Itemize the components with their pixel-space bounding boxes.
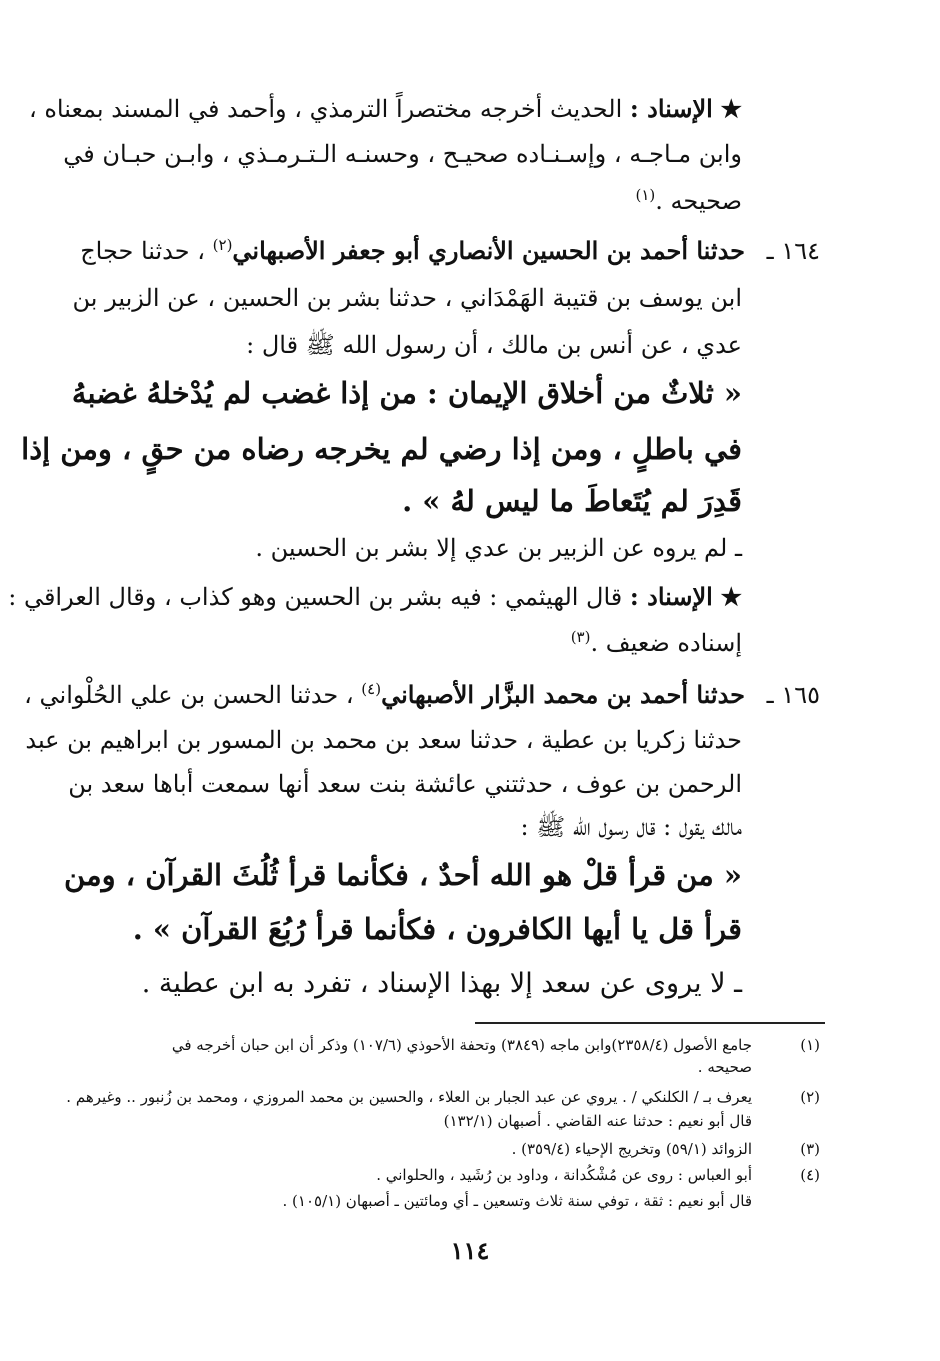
footnote-number: (٣) bbox=[800, 1140, 820, 1158]
narration-note: ـ لا يروى عن سعد إلا بهذا الإسناد ، تفرد به ابن عطية . bbox=[141, 968, 742, 999]
matn-line: قرأ قل يا أيها الكافرون ، فكأنما قرأ رُبُعَ القرآن » . bbox=[132, 912, 742, 946]
page-number: ١١٤ bbox=[450, 1236, 490, 1265]
footnote-text: قال أبو نعيم : ثقة ، توفي سنة ثلاث وتسعين ـ أي ومائتين ـ أصبهان (١٠٥/١) . bbox=[282, 1192, 752, 1210]
isnad-paragraph-line bbox=[29, 94, 742, 123]
matn-line: قَدِرَ لم يُتَعاطَ ما ليس لهُ » . bbox=[402, 484, 742, 518]
text-line: صحيحه .$^{(١)}$ bbox=[635, 186, 742, 215]
footnote-ref: (٣) bbox=[570, 628, 591, 646]
matn-line: « ثلاثٌ من أخلاق الإيمان : من إذا غضب لم يُدْخلهُ غضبهُ bbox=[71, 376, 742, 410]
narration-note: ـ لم يروه عن الزبير بن عدي إلا بشر بن الحسين . bbox=[255, 534, 742, 562]
hadith-line: ١٦٥ ـ حدثنا أحمد بن محمد البزَّار الأصبهاني$^{(٤)}$ ، حدثنا الحسن بن علي الحُلْواني ، bbox=[24, 680, 820, 709]
text-line: وابن مـاجـه ، وإسـنـاده صحيـح ، وحسنـه الـتـرمـذي ، وابـن حبـان في bbox=[63, 140, 742, 168]
footnote-text: الزوائد (٥٩/١) وتخريج الإحياء (٣٥٩/٤) . bbox=[511, 1140, 752, 1158]
footnote-text: أبو العباس : روى عن مُشْكُدانة ، وداود بن رُشَيد ، والحلواني . bbox=[376, 1166, 752, 1184]
footnote-ref: (١) bbox=[635, 186, 656, 204]
footnote-ref: (٢) bbox=[212, 236, 233, 254]
footnote-number: (٤) bbox=[800, 1166, 820, 1184]
footnote-separator bbox=[475, 1022, 825, 1024]
isnad-label: الإسناد : bbox=[629, 94, 713, 123]
hadith-line: ١٦٤ ـ حدثنا أحمد بن الحسين الأنصاري أبو جعفر الأصبهاني$^{(٢)}$ ، حدثنا حجاج bbox=[80, 236, 820, 265]
text-line: مالك يقول : قال رسول الله ﷺ : bbox=[520, 813, 742, 841]
hadith-number: ١٦٥ ـ bbox=[766, 681, 820, 709]
text-line: حدثنا زكريا بن عطية ، حدثنا سعد بن محمد بن المسور بن ابراهيم بن عبد bbox=[25, 726, 742, 754]
matn-line: « من قرأ قلْ هو الله أحدٌ ، فكأنما قرأ ثُلُثَ القرآن ، ومن bbox=[64, 858, 742, 892]
footnote-text: جامع الأصول (٢٣٥٨/٤)وابن ماجه (٣٨٤٩) وتحفة الأحوذي (١٠٧/٦) وذكر أن ابن حبان أخرجه في bbox=[171, 1036, 752, 1054]
isnad-paragraph-line: ★ الإسناد : قال الهيثمي : فيه بشر بن الحسين وهو كذاب ، وقال العراقي : bbox=[8, 582, 742, 611]
text-line: إسناده ضعيف .$^{(٣)}$ bbox=[570, 628, 742, 657]
footnote-number: (٢) bbox=[800, 1088, 820, 1106]
isnad-text: الحديث أخرجه مختصراً الترمذي ، وأحمد في المسند بمعناه ، bbox=[28, 95, 623, 123]
matn-line: في باطلٍ ، ومن إذا رضي لم يخرجه رضاه من حقٍ ، ومن إذا bbox=[21, 432, 742, 466]
star-icon: ★ bbox=[720, 582, 742, 611]
footnote-text: صحيحه . bbox=[697, 1058, 752, 1076]
text-line: ابن يوسف بن قتيبة الهَمْدَاني ، حدثنا بشر بن الحسين ، عن الزبير بن bbox=[72, 284, 742, 312]
footnote-ref: (٤) bbox=[361, 680, 382, 698]
star-icon: ★ bbox=[720, 94, 742, 123]
hadith-number: ١٦٤ ـ bbox=[766, 237, 820, 265]
text-line: عدي ، عن أنس بن مالك ، أن رسول الله ﷺ قال : bbox=[246, 331, 742, 359]
text-line: الرحمن بن عوف ، حدثتني عائشة بنت سعد أنها سمعت أباها سعد بن bbox=[68, 770, 742, 798]
footnote-number: (١) bbox=[800, 1036, 820, 1054]
footnote-text: يعرف بـ / الكلنكي / . يروي عن عبد الجبار بن العلاء ، والحسين بن محمد المروزي ، ومحمد بن زُنبور .. وغيرهم . bbox=[66, 1088, 752, 1106]
footnote-text: قال أبو نعيم : حدثنا عنه القاضي . أصبهان (١٣٢/١) bbox=[443, 1112, 752, 1130]
